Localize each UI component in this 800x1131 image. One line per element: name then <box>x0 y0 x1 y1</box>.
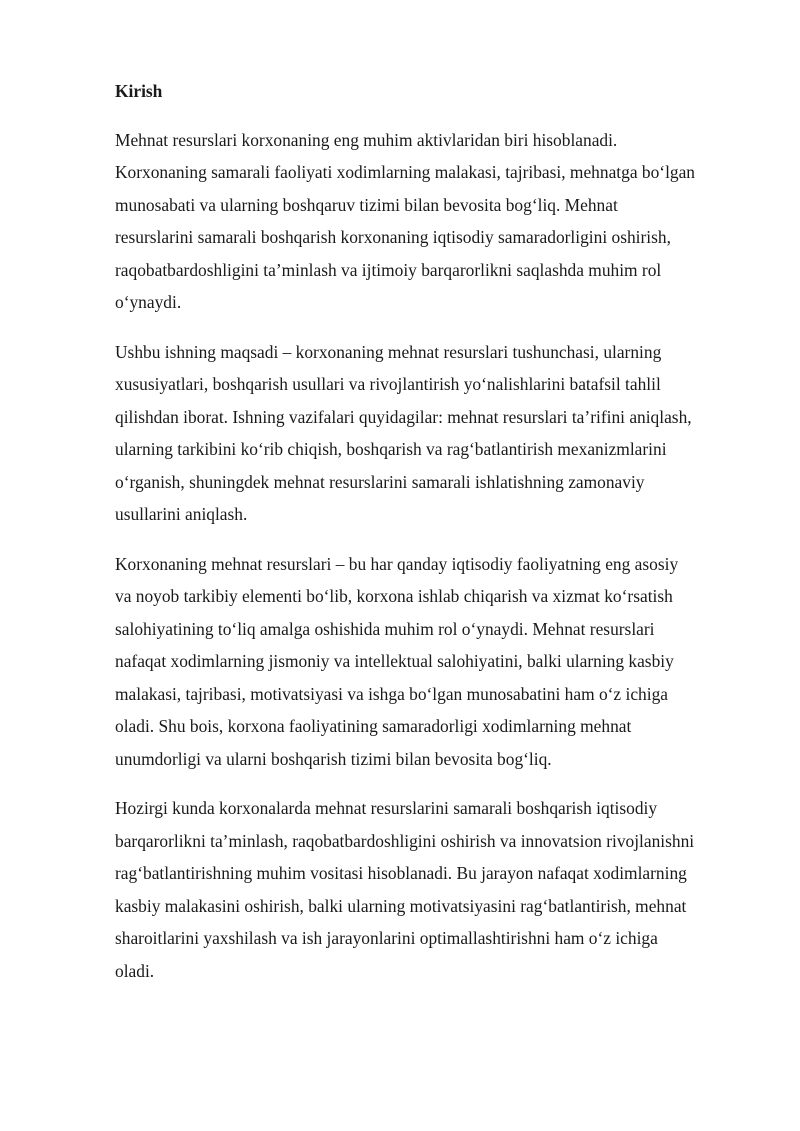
text-line: kasbiy malakasini oshirish, balki ularning motivatsiyasini rag‘batlantirish, mehnat <box>115 895 687 916</box>
text-line: va noyob tarkibiy elementi bo‘lib, korxona ishlab chiqarish va xizmat ko‘rsatish <box>115 586 673 606</box>
text-line: raqobatbardoshligini ta’minlash va ijtimoiy barqarorlikni saqlashda muhim rol <box>115 259 662 280</box>
text-line: o‘ynaydi. <box>115 292 182 312</box>
section-heading: Kirish <box>115 81 163 101</box>
text-line: munosabati va ularning boshqaruv tizimi bilan bevosita bog‘liq. Mehnat <box>115 194 618 215</box>
text-line: unumdorligi va ularni boshqarish tizimi bilan bevosita bog‘liq. <box>115 748 552 769</box>
text-line: rag‘batlantirishning muhim vositasi hisoblanadi. Bu jarayon nafaqat xodimlarning <box>115 863 687 883</box>
text-line: ularning tarkibini ko‘rib chiqish, boshqarish va rag‘batlantirish mexanizmlarini <box>115 439 667 459</box>
text-line: Korxonaning mehnat resurslari – bu har qanday iqtisodiy faoliyatning eng asosiy <box>115 553 679 574</box>
text-line: Korxonaning samarali faoliyati xodimlarning malakasi, tajribasi, mehnatga bo‘lgan <box>115 162 696 182</box>
text-line: qilishdan iborat. Ishning vazifalari quyidagilar: mehnat resurslari ta’rifini aniqlash, <box>115 406 692 427</box>
paragraph-4 <box>115 792 747 987</box>
paragraph-3 <box>115 548 747 776</box>
text-line: Mehnat resurslari korxonaning eng muhim aktivlaridan biri hisoblanadi. <box>115 129 618 150</box>
paragraph-2 <box>115 336 747 531</box>
text-line: nafaqat xodimlarning jismoniy va intellektual salohiyatini, balki ularning kasbiy <box>115 651 674 671</box>
paragraph-1 <box>115 124 747 319</box>
text-line: o‘rganish, shuningdek mehnat resurslarini samarali ishlatishning zamonaviy <box>115 471 645 492</box>
text-line: xususiyatlari, boshqarish usullari va rivojlantirish yo‘nalishlarini batafsil tahlil <box>115 374 661 394</box>
text-line: resurslarini samarali boshqarish korxonaning iqtisodiy samaradorligini oshirish, <box>115 227 671 247</box>
text-line: barqarorlikni ta’minlash, raqobatbardoshligini oshirish va innovatsion rivojlanishni <box>115 830 695 851</box>
text-line: Hozirgi kunda korxonalarda mehnat resurslarini samarali boshqarish iqtisodiy <box>115 798 658 818</box>
text-line: usullarini aniqlash. <box>115 504 248 524</box>
text-line: Ushbu ishning maqsadi – korxonaning mehnat resurslari tushunchasi, ularning <box>115 341 662 362</box>
text-line: malakasi, tajribasi, motivatsiyasi va ishga bo‘lgan munosabatini ham o‘z ichiga <box>115 683 668 704</box>
text-line: oladi. Shu bois, korxona faoliyatining samaradorligi xodimlarning mehnat <box>115 716 632 736</box>
text-line: sharoitlarini yaxshilash va ish jarayonlarini optimallashtirishni ham o‘z ichiga <box>115 928 658 948</box>
text-line: oladi. <box>115 960 155 981</box>
document-body <box>115 75 747 1004</box>
text-line: salohiyatining to‘liq amalga oshishida muhim rol o‘ynaydi. Mehnat resurslari <box>115 618 655 639</box>
